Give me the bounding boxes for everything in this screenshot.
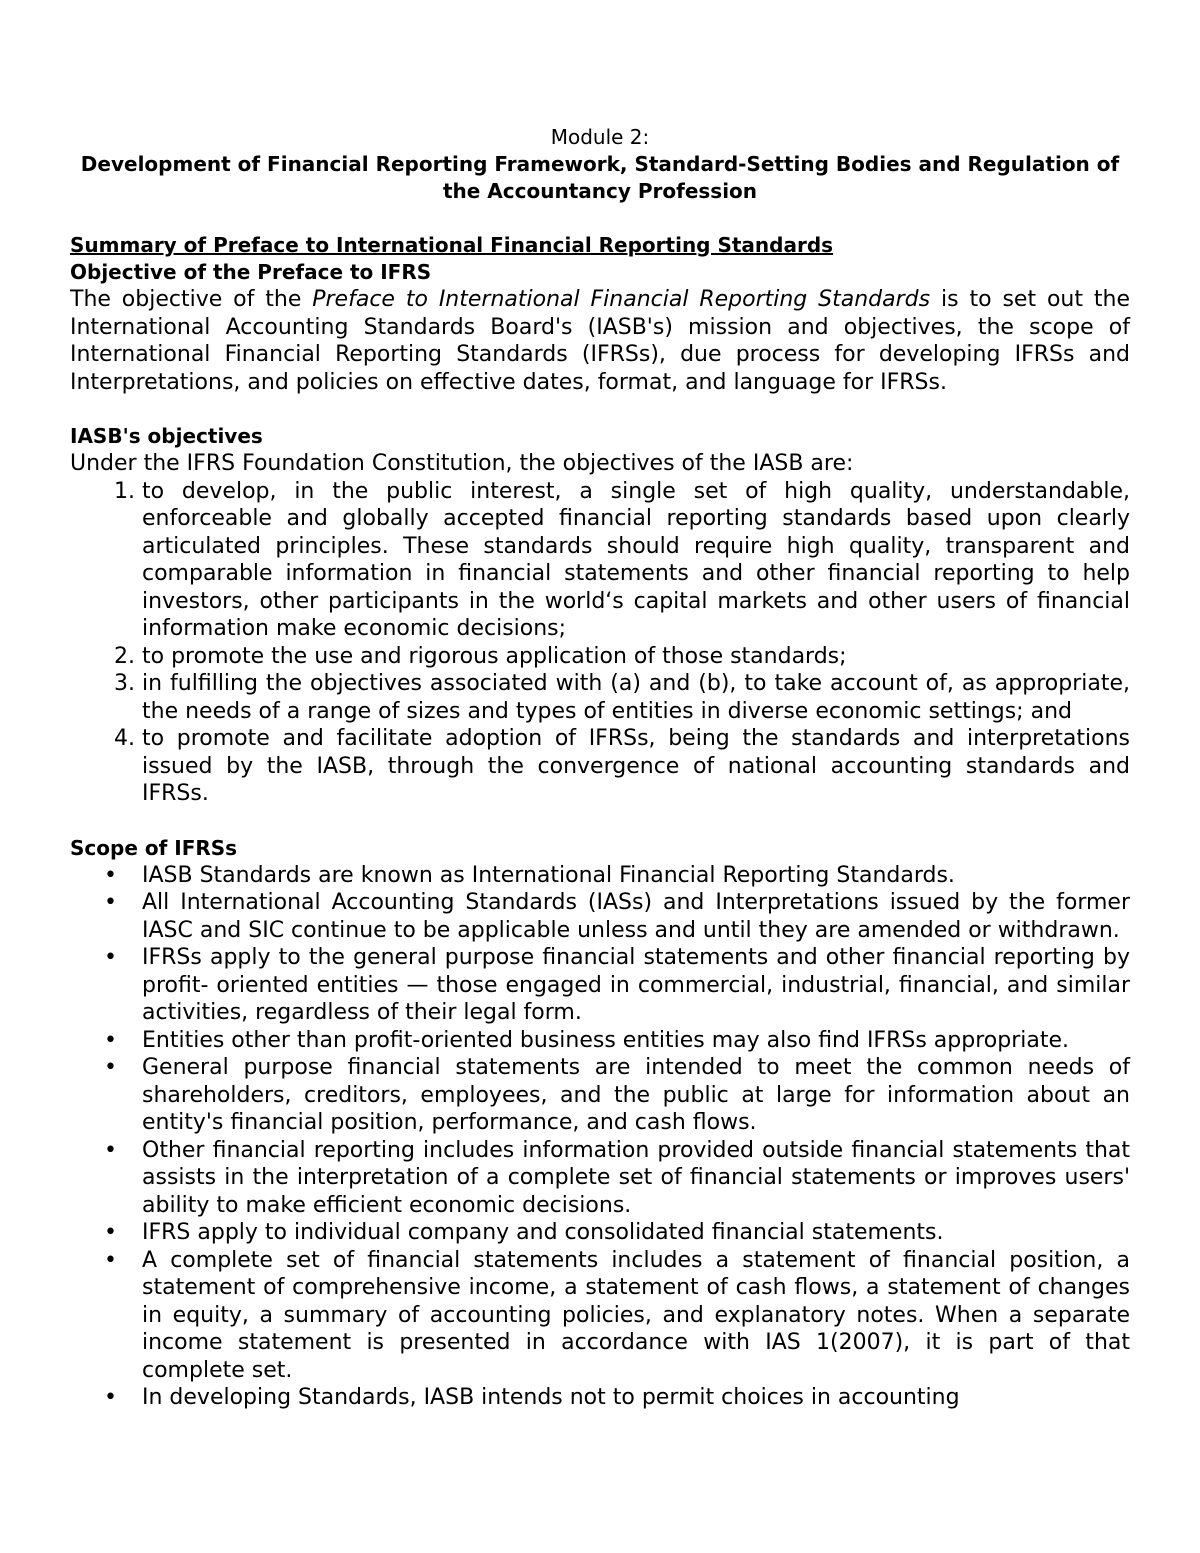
list-item [104,944,1130,1027]
bullet-icon: • [104,862,117,888]
bullet-icon: • [104,1055,117,1080]
list-item [104,1384,1130,1412]
list-item: 4. to promote and facilitate adoption of IFRSs, being the standards and interpretations issued by the IASB, through the convergence of national accounting standards and IFRSs. [142,725,1130,808]
list-item [104,1027,1130,1055]
bullet-icon: • [104,945,117,970]
scope-list [70,862,1130,1412]
bullet-icon: • [104,1247,117,1273]
document-page [70,124,1130,1412]
bullet-icon: • [104,1385,117,1410]
list-item [104,1054,1130,1137]
module-label: Module 2: [550,125,650,149]
list-item [104,1247,1130,1385]
list-item [104,1219,1130,1247]
bullet-icon: • [104,1220,117,1245]
document-title: Development of Financial Reporting Framework, Standard-Setting Bodies and Regulation of the Accountancy Profession [80,152,1120,203]
spacer [70,396,1130,423]
list-item-text: A complete set of financial statements includes a statement of financial position, a statement of comprehensive income, a statement of cash flows, a statement of changes in equity, a summary of accounting policies, and explanatory notes. When a separate income statement is presented in accordance with IAS 1(2007), it is part of that complete set. [142,1247,1130,1383]
summary-heading: Summary of Preface to International Financial Reporting Standards [70,233,834,257]
iasb-objectives-heading: IASB's objectives [70,424,263,448]
list-item-text: Other financial reporting includes information provided outside financial statements that assists in the interpretation of a complete set of financial statements or improves users' ability to make efficient economic decisions. [142,1137,1130,1218]
bullet-icon: • [104,1137,117,1163]
objective-heading: Objective of the Preface to IFRS [70,260,432,284]
list-item: 3. in fulfilling the objectives associated with (a) and (b), to take account of, as appropriate, the needs of a range of sizes and types of entities in diverse economic settings; and [142,670,1130,725]
scope-heading: Scope of IFRSs [70,835,238,860]
list-item-text: IFRS apply to individual company and consolidated financial statements. [142,1220,944,1245]
bullet-icon: • [104,1027,117,1053]
list-item-text: In developing Standards, IASB intends not to permit choices in accounting [142,1385,960,1410]
list-item [104,862,1130,890]
list-item: 1. to develop, in the public interest, a single set of high quality, understandable, enforceable and globally accepted financial reporting standards based upon clearly articulated principles. These standards should require high quality, transparent and comparable information in financial statements and other financial reporting to help investors, other participants in the world‘s capital markets and other users of financial information make economic decisions; [142,478,1130,643]
list-item: 2. to promote the use and rigorous application of those standards; [142,643,1130,671]
list-item-text: All International Accounting Standards (IASs) and Interpretations issued by the former IASC and SIC continue to be applicable unless and until they are amended or withdrawn. [142,890,1130,943]
list-item [104,1137,1130,1220]
objective-text-end: is to set out the International Accounting Standards Board's (IASB's) mission and objectives, the scope of International Financial Reporting Standards (IFRSs), due process for developing IFRSs and Interpretations, and policies on effective dates, format, and language for IFRSs. [70,287,1130,395]
iasb-objectives-list [70,478,1130,808]
list-item-text: IFRSs apply to the general purpose financial statements and other financial reporting by profit- oriented entities — those engaged in commercial, industrial, financial, and similar activities, regardless of their legal form. [142,945,1130,1025]
list-item [104,889,1130,944]
objective-paragraph [70,286,1130,396]
bullet-icon: • [104,890,117,915]
list-item-text: General purpose financial statements are intended to meet the common needs of shareholders, creditors, employees, and the public at large for information about an entity's financial position, performance, and cash flows. [142,1055,1130,1135]
iasb-objectives-intro: Under the IFRS Foundation Constitution, the objectives of the IASB are: [70,451,854,476]
list-item-text: IASB Standards are known as International Financial Reporting Standards. [142,862,955,888]
spacer [70,808,1130,835]
objective-text-start: The objective of the [70,287,313,312]
list-item-text: Entities other than profit-oriented business entities may also find IFRSs appropriate. [142,1027,1069,1053]
objective-text-italic: Preface to International Financial Reporting Standards [312,287,931,312]
